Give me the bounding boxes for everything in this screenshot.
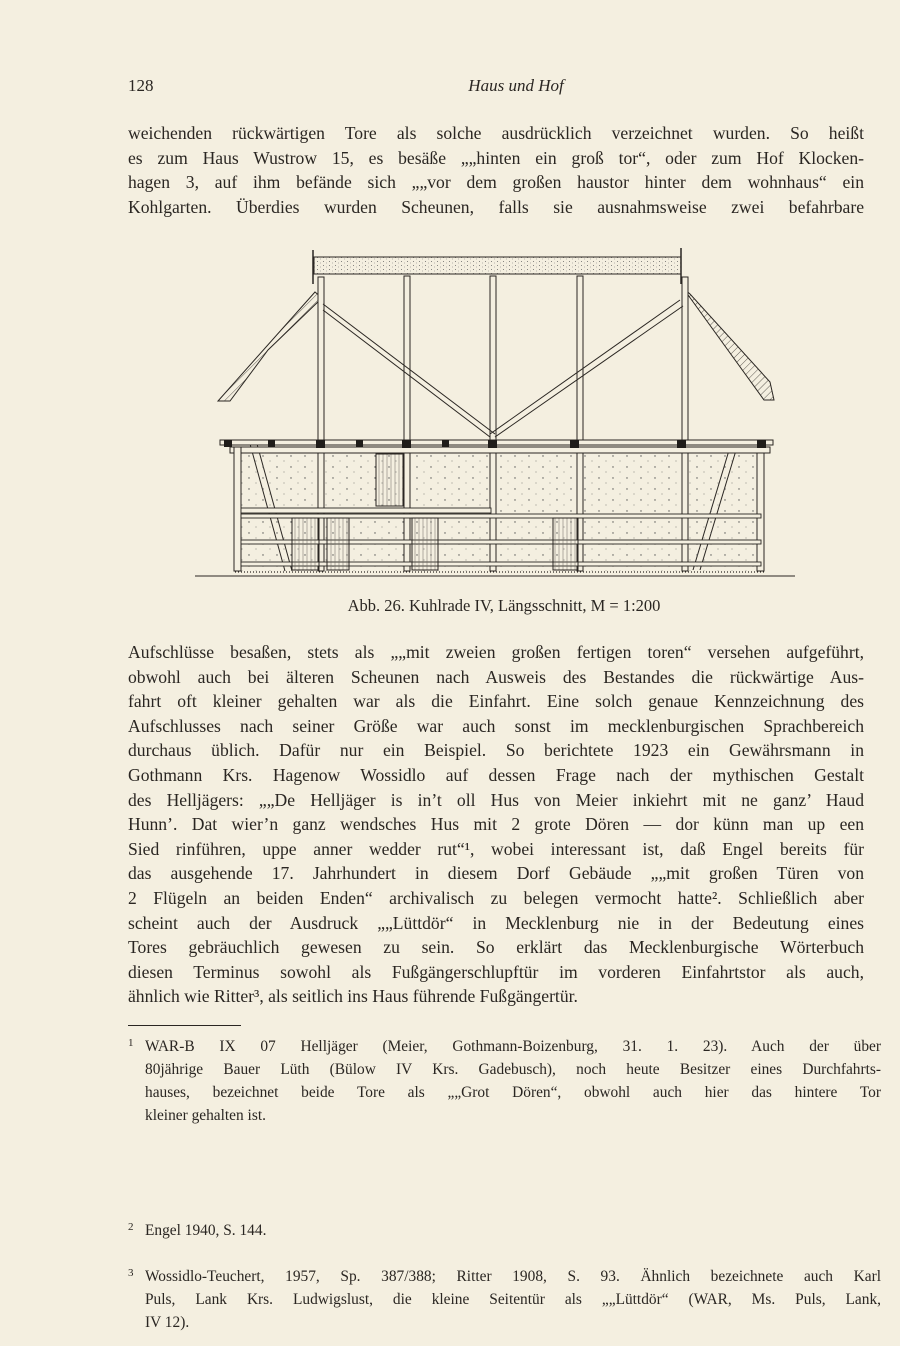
footnote-line: Puls, Lank Krs. Ludwigslust, die kleine Seitentür als „„Lüttdör“ (WAR, Ms. Puls, Lank,	[145, 1291, 881, 1308]
footnote-line: 80jährige Bauer Lüth (Bülow IV Krs. Gadebusch), noch heute Besitzer eines Durchfahrts-	[145, 1061, 881, 1078]
figure-caption: Abb. 26. Kuhlrade IV, Längsschnitt, M = 1:200	[347, 596, 661, 615]
footnote-number: 2	[128, 1221, 134, 1233]
text-line: Aufschlusses nach seiner Größe war auch sonst im mecklenburgischen Sprachbereich	[128, 715, 864, 736]
tie-beam	[220, 440, 773, 453]
footnote-line: hauses, bezeichnet beide Tore als „„Grot Dören“, obwohl auch hier das hintere Tor	[145, 1084, 881, 1101]
text-line: fahrt oft kleiner gehalten war als die Einfahrt. Eine solch genaue Kennzeichnung des	[128, 691, 864, 712]
text-line: scheint auch der Ausdruck „„Lüttdör“ in Mecklenburg nie in der Bedeutung eines	[128, 912, 864, 933]
text-line: des Helljägers: „„De Helljäger is in’t oll Hus von Meier inkiehrt mit ne ganz’ Haud	[128, 789, 864, 810]
footnote-line: Engel 1940, S. 144.	[145, 1222, 267, 1239]
text-line: Aufschlüsse besaßen, stets als „„mit zweien großen fertigen toren“ versehen aufgeführt,	[128, 642, 864, 662]
upper-posts	[318, 276, 688, 443]
footnote-number: 3	[128, 1267, 134, 1279]
running-title: Haus und Hof	[468, 76, 564, 95]
text-line: Gothmann Krs. Hagenow Wossidlo auf dessen Frage nach der mythischen Gestalt	[128, 764, 864, 785]
text-line: durchaus üblich. Dafür nur ein Beispiel. So berichtete 1923 ein Gewährsmann in	[128, 740, 864, 761]
roof-left	[218, 292, 322, 401]
footnote-1	[128, 1035, 881, 1127]
roof-right	[683, 288, 774, 400]
footnote-2	[128, 1219, 881, 1242]
footnote-line: IV 12).	[145, 1314, 190, 1331]
page-number: 128	[128, 76, 154, 95]
paragraph-before-figure	[128, 121, 864, 219]
footnote-3	[128, 1265, 881, 1334]
footnote-line: WAR-B IX 07 Helljäger (Meier, Gothmann-Boizenburg, 31. 1. 23). Auch der über	[145, 1038, 881, 1055]
text-line: Tores gebräuchlich gewesen zu sein. So erklärt das Mecklenburgische Wörterbuch	[128, 937, 864, 958]
footnote-line: kleiner gehalten ist.	[145, 1107, 266, 1124]
ground-line	[195, 572, 795, 576]
text-line: Hunn’. Dat wier’n ganz wendsches Hus mit 2 grote Dören — dor künn man up een	[128, 814, 864, 835]
paragraph-after-figure	[128, 640, 864, 1009]
barn-section-drawing	[190, 244, 800, 584]
text-line: obwohl auch bei älteren Scheunen nach Ausweis des Bestandes die rückwärtige Aus-	[128, 666, 864, 687]
footnote-line: Wossidlo-Teuchert, 1957, Sp. 387/388; Ritter 1908, S. 93. Ähnlich bezeichnete auch Karl	[145, 1268, 881, 1285]
footnote-separator	[128, 1025, 241, 1026]
text-line: es zum Haus Wustrow 15, es besäße „„hinten ein groß tor“, oder zum Hof Klocken-	[128, 147, 864, 168]
text-line: Sied rinführen, uppe anner wedder rut“¹, wobei interessant ist, daß Engel bereits für	[128, 838, 864, 859]
text-line: Kohlgarten. Überdies wurden Scheunen, falls sie ausnahmsweise zwei befahrbare	[128, 196, 864, 217]
ridge-straw-band	[313, 248, 681, 284]
figure-illustration	[190, 244, 800, 584]
text-line: das ausgehende 17. Jahrhundert in diesem Dorf Gebäude „„mit großen Türen von	[128, 863, 864, 884]
text-line: 2 Flügeln an beiden Enden“ archivalisch zu belegen vermocht hatte². Schließlich aber	[128, 887, 864, 908]
text-line: weichenden rückwärtigen Tore als solche ausdrücklich verzeichnet wurden. So heißt	[128, 123, 864, 143]
running-head	[128, 76, 864, 100]
text-line: hagen 3, auf ihm befände sich „„vor dem großen haustor hinter dem wohnhaus“ ein	[128, 172, 864, 193]
text-line: ähnlich wie Ritter³, als seitlich ins Haus führende Fußgängertür.	[128, 986, 578, 1007]
text-line: diesen Terminus sowohl als Fußgängerschlupftür im vorderen Einfahrtstor als auch,	[128, 961, 864, 982]
footnote-number: 1	[128, 1037, 134, 1049]
